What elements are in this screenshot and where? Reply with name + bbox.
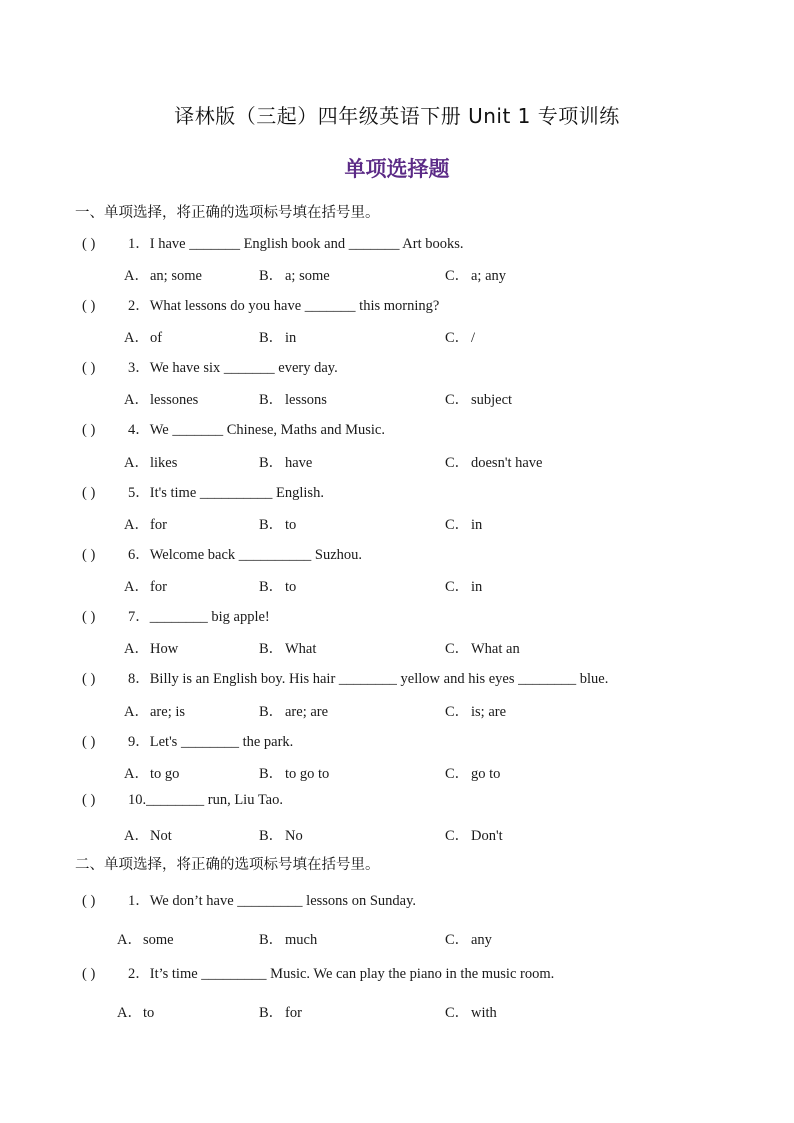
question-1-9 xyxy=(82,730,293,751)
question-1-5 xyxy=(82,481,324,502)
option-a[interactable]: A．are; is xyxy=(124,704,186,720)
question-1-4 xyxy=(82,418,385,439)
option-c[interactable]: C． is; are xyxy=(445,704,507,720)
option-a[interactable]: A．an; some xyxy=(124,268,202,284)
question-stem: 10.________ run, Liu Tao. xyxy=(128,792,283,808)
option-b[interactable]: B． have xyxy=(259,455,313,471)
question-1-3 xyxy=(82,356,338,377)
options-2-1 xyxy=(117,928,647,948)
option-c[interactable]: C． with xyxy=(445,1005,497,1021)
option-a[interactable]: A．lessones xyxy=(124,392,199,408)
section-1-heading: 一、单项选择，将正确的选项标号填在括号里。 xyxy=(75,205,380,221)
option-b[interactable]: B． in xyxy=(259,330,297,346)
options-1-5 xyxy=(124,513,644,533)
option-c[interactable]: C． in xyxy=(445,517,483,533)
document-subtitle: 单项选择题 xyxy=(344,157,450,181)
document-title: 译林版（三起）四年级英语下册 Unit 1 专项训练 xyxy=(174,104,620,128)
answer-blank[interactable]: ( ) xyxy=(82,609,96,625)
option-b[interactable]: B． No xyxy=(259,828,303,844)
answer-blank[interactable]: ( ) xyxy=(82,893,96,909)
option-a[interactable]: A．for xyxy=(124,517,167,533)
option-a[interactable]: A．some xyxy=(117,932,174,948)
option-c[interactable]: C． any xyxy=(445,932,492,948)
question-stem: 6．Welcome back __________ Suzhou. xyxy=(128,547,363,563)
option-c[interactable]: C． What an xyxy=(445,641,520,657)
options-1-3 xyxy=(124,388,644,408)
answer-blank[interactable]: ( ) xyxy=(82,966,96,982)
options-1-2 xyxy=(124,326,644,346)
question-1-2 xyxy=(82,294,439,315)
answer-blank[interactable]: ( ) xyxy=(82,547,96,563)
option-a[interactable]: A．of xyxy=(124,330,163,346)
option-b[interactable]: B． to xyxy=(259,517,297,533)
option-c[interactable]: C． Don't xyxy=(445,828,503,844)
question-stem: 9．Let's ________ the park. xyxy=(128,734,294,750)
question-stem: 3．We have six _______ every day. xyxy=(128,360,338,376)
option-b[interactable]: B． to go to xyxy=(259,766,330,782)
option-a[interactable]: A．Not xyxy=(124,828,172,844)
option-c[interactable]: C． a; any xyxy=(445,268,507,284)
option-b[interactable]: B． a; some xyxy=(259,268,330,284)
option-c[interactable]: C． / xyxy=(445,330,476,346)
option-c[interactable]: C． go to xyxy=(445,766,501,782)
option-b[interactable]: B． to xyxy=(259,579,297,595)
option-b[interactable]: B． lessons xyxy=(259,392,327,408)
answer-blank[interactable]: ( ) xyxy=(82,298,96,314)
question-stem: 1．I have _______ English book and _______ Art books. xyxy=(128,236,464,252)
options-1-8 xyxy=(124,700,644,720)
option-a[interactable]: A．How xyxy=(124,641,179,657)
answer-blank[interactable]: ( ) xyxy=(82,422,96,438)
question-stem: 8．Billy is an English boy. His hair ________ yellow and his eyes ________ blue. xyxy=(128,671,609,687)
option-b[interactable]: B． for xyxy=(259,1005,302,1021)
option-a[interactable]: A．likes xyxy=(124,455,178,471)
question-1-1 xyxy=(82,232,464,253)
answer-blank[interactable]: ( ) xyxy=(82,792,96,808)
options-2-2 xyxy=(117,1001,647,1021)
option-b[interactable]: B． What xyxy=(259,641,317,657)
option-a[interactable]: A．for xyxy=(124,579,167,595)
question-1-6 xyxy=(82,543,362,564)
options-1-9 xyxy=(124,762,644,782)
answer-blank[interactable]: ( ) xyxy=(82,671,96,687)
question-stem: 5．It's time __________ English. xyxy=(128,485,324,501)
option-c[interactable]: C． in xyxy=(445,579,483,595)
options-1-6 xyxy=(124,575,644,595)
question-2-2 xyxy=(82,962,554,983)
options-1-4 xyxy=(124,451,644,471)
question-1-8 xyxy=(82,667,608,688)
answer-blank[interactable]: ( ) xyxy=(82,734,96,750)
options-1-7 xyxy=(124,637,644,657)
option-a[interactable]: A．to go xyxy=(124,766,180,782)
answer-blank[interactable]: ( ) xyxy=(82,485,96,501)
option-c[interactable]: C． doesn't have xyxy=(445,455,543,471)
question-stem: 2．What lessons do you have _______ this morning? xyxy=(128,298,440,314)
section-2-heading: 二、单项选择，将正确的选项标号填在括号里。 xyxy=(75,857,380,873)
question-stem: 7．________ big apple! xyxy=(128,609,270,625)
question-stem: 2．It’s time _________ Music. We can play the piano in the music room. xyxy=(128,966,555,982)
question-stem: 4．We _______ Chinese, Maths and Music. xyxy=(128,422,385,438)
option-a[interactable]: A．to xyxy=(117,1005,155,1021)
answer-blank[interactable]: ( ) xyxy=(82,236,96,252)
answer-blank[interactable]: ( ) xyxy=(82,360,96,376)
option-c[interactable]: C． subject xyxy=(445,392,513,408)
question-1-10 xyxy=(82,792,283,809)
option-b[interactable]: B． much xyxy=(259,932,318,948)
option-b[interactable]: B． are; are xyxy=(259,704,329,720)
options-1-1 xyxy=(124,264,644,284)
question-stem: 1．We don’t have _________ lessons on Sunday. xyxy=(128,893,417,909)
options-1-10 xyxy=(124,824,644,844)
question-1-7 xyxy=(82,605,270,626)
question-2-1 xyxy=(82,889,416,910)
